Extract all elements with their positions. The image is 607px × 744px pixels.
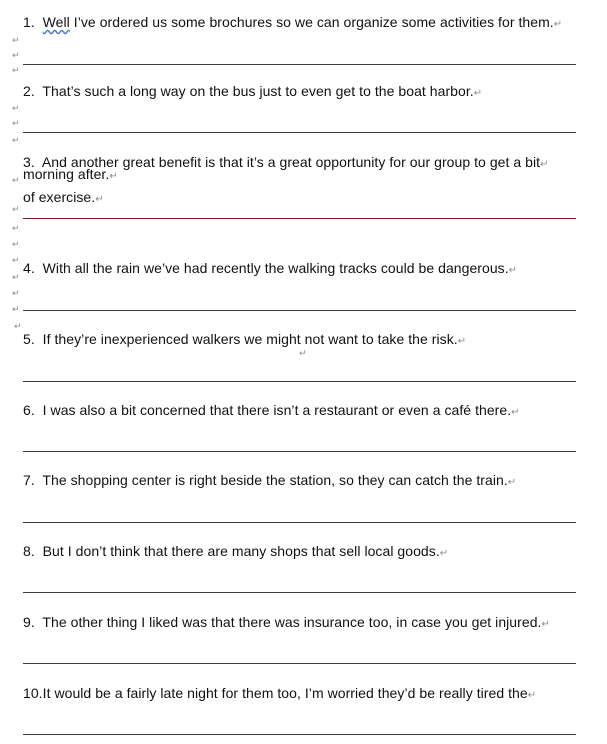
paragraph-mark-icon: ↵ <box>95 194 104 205</box>
paragraph-mark-icon: ↵ <box>12 289 20 299</box>
paragraph-mark-icon: ↵ <box>12 224 20 234</box>
question-number: 8. <box>23 543 35 559</box>
answer-line-4[interactable] <box>23 310 576 311</box>
question-number: 10. <box>23 685 43 701</box>
answer-line-9[interactable] <box>23 663 576 664</box>
question-6[interactable] <box>23 401 520 422</box>
paragraph-mark-icon: ↵ <box>540 159 549 170</box>
question-text-continuation: morning after. <box>23 166 110 182</box>
question-text-continuation: of exercise. <box>23 189 96 205</box>
paragraph-mark-icon: ↵ <box>439 548 449 559</box>
paragraph-mark-icon: ↵ <box>12 51 20 61</box>
paragraph-mark-icon: ↵ <box>12 273 20 283</box>
question-10[interactable] <box>23 684 536 705</box>
question-text: And another great benefit is that it’s a great opportunity for our group to get a bit <box>41 154 541 170</box>
paragraph-mark-icon: ↵ <box>12 240 20 250</box>
question-1[interactable] <box>23 13 562 34</box>
question-number: 4. <box>23 260 35 276</box>
spellcheck-word[interactable]: Well <box>42 14 70 30</box>
question-number: 1. <box>23 14 35 30</box>
question-text: The shopping center is right beside the station, so they can catch the train. <box>42 472 508 488</box>
paragraph-mark-icon: ↵ <box>12 305 20 315</box>
paragraph-mark-icon: ↵ <box>12 66 20 76</box>
question-text: I’ve ordered us some brochures so we can organize some activities for them. <box>69 14 554 30</box>
paragraph-mark-icon: ↵ <box>14 322 22 332</box>
paragraph-mark-icon: ↵ <box>12 104 20 114</box>
paragraph-mark-icon: ↵ <box>541 619 550 630</box>
question-text: It would be a fairly late night for them too, I’m worried they’d be really tired the <box>42 685 528 701</box>
question-text: If they’re inexperienced walkers we might not want to take the risk. <box>42 331 458 347</box>
question-number: 5. <box>23 331 35 347</box>
paragraph-mark-icon: ↵ <box>109 171 118 182</box>
question-text: The other thing I liked was that there was insurance too, in case you get injured. <box>42 614 542 630</box>
question-number: 2. <box>23 83 35 99</box>
question-5[interactable] <box>23 330 466 351</box>
question-8[interactable] <box>23 542 448 563</box>
question-number: 6. <box>23 402 35 418</box>
answer-line-1[interactable] <box>23 64 576 65</box>
paragraph-mark-icon: ↵ <box>473 88 483 99</box>
question-3-continuation <box>23 165 118 186</box>
answer-line-10[interactable] <box>23 734 576 735</box>
answer-line-6[interactable] <box>23 451 576 452</box>
paragraph-mark-icon: ↵ <box>457 336 467 347</box>
question-number: 7. <box>23 472 35 488</box>
question-3-continuation-2 <box>23 188 104 209</box>
answer-line-8[interactable] <box>23 592 576 593</box>
paragraph-mark-icon: ↵ <box>12 136 20 146</box>
paragraph-mark-icon: ↵ <box>12 176 20 186</box>
question-4[interactable] <box>23 259 517 280</box>
answer-line-5[interactable] <box>23 381 576 382</box>
paragraph-mark-icon: ↵ <box>12 205 20 215</box>
question-7[interactable] <box>23 471 516 492</box>
paragraph-mark-icon: ↵ <box>511 407 520 418</box>
question-9[interactable] <box>23 613 550 634</box>
paragraph-mark-icon: ↵ <box>508 265 518 276</box>
question-2[interactable] <box>23 82 482 103</box>
question-text: But I don’t think that there are many shops that sell local goods. <box>42 543 440 559</box>
answer-line-7[interactable] <box>23 522 576 523</box>
question-text: With all the rain we’ve had recently the walking tracks could be dangerous. <box>42 260 509 276</box>
paragraph-mark-icon: ↵ <box>12 256 20 266</box>
answer-line-3[interactable] <box>23 218 576 219</box>
question-text: I was also a bit concerned that there isn’t a restaurant or even a café there. <box>42 402 512 418</box>
question-number: 3. <box>23 154 35 170</box>
paragraph-mark-icon: ↵ <box>12 119 20 129</box>
paragraph-mark-icon: ↵ <box>507 477 517 488</box>
answer-line-2[interactable] <box>23 132 576 133</box>
paragraph-mark-icon: ↵ <box>553 19 563 30</box>
paragraph-mark-icon: ↵ <box>299 349 307 359</box>
paragraph-mark-icon: ↵ <box>527 690 537 701</box>
paragraph-mark-icon: ↵ <box>12 36 20 46</box>
question-text: That’s such a long way on the bus just to even get to the boat harbor. <box>42 83 474 99</box>
question-number: 9. <box>23 614 35 630</box>
